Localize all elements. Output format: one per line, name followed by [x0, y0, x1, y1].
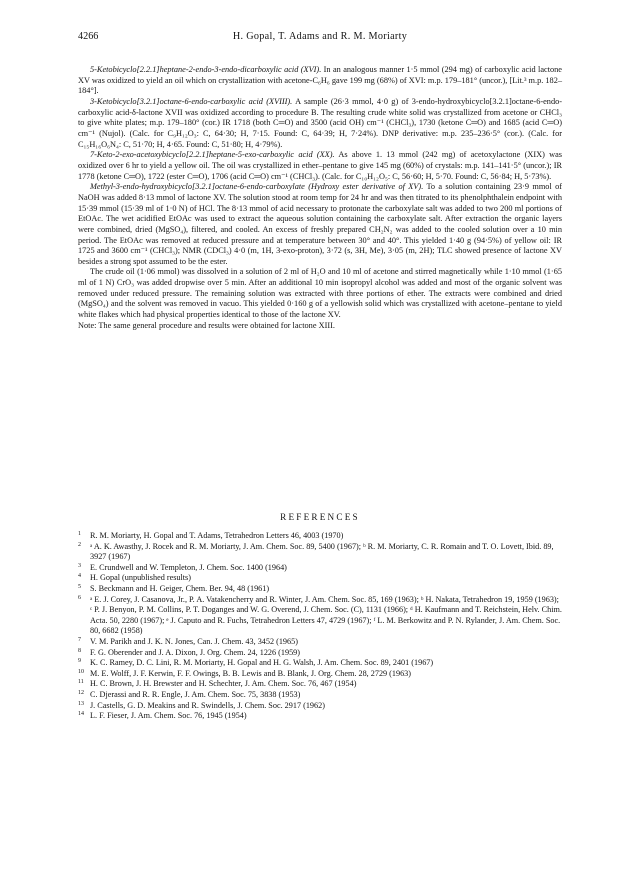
reference-item — [78, 658, 562, 669]
paragraph-text: In an analogous manner 1·5 mmol (294 mg) of carboxylic acid lactone XV was oxidized to yield an oil which on crystallization with acetone-C₆H₆ gave 199 mg (68%) of XVI: m.p. 179–181° (uncor.), [Lit.³ m.p. 182–184°]. — [78, 65, 562, 96]
compound-title: Methyl-3-endo-hydroxybicyclo[3.2.1]octane-6-endo-carboxylate (Hydroxy ester derivative of XV). — [90, 182, 424, 192]
reference-item — [78, 584, 562, 595]
experimental-text — [78, 65, 562, 331]
reference-text: S. Beckmann and H. Geiger, Chem. Ber. 94, 48 (1961) — [90, 583, 270, 593]
paragraph-text: A sample (26·3 mmol, 4·0 g) of 3-endo-hydroxybicyclo[3.2.1]octane-6-endo-carboxylic acid-δ-lactone XVII was oxidized according to procedure B. The resulting crude white solid was crystallized from acetone or CHCl₃ to give white plates; m.p. 179–180° (cor.) IR 1718 (both C═O) and 3500 (acid OH) cm⁻¹ (CHCl₃), 1730 (ketone C═O) and 1685 (acid C═O) cm⁻¹ (Nujol). (Calc. for C₉H₁₂O₃: C, 64·30; H, 7·15. Found: C, 64·39; H, 7·24%). DNP derivative: m.p. 235–236·5° (cor.). (Calc. for C₁₅H₁₆O₆N₄: C, 51·70; H, 4·65. Found: C, 51·80; H, 4·79%). — [78, 96, 562, 149]
references-heading: REFERENCES — [280, 512, 360, 522]
page-header — [78, 31, 562, 47]
paragraph-hydroxy-ester — [78, 182, 562, 267]
compound-title: 3-Ketobicyclo[3.2.1]octane-6-endo-carboxylic acid (XVIII). — [90, 96, 293, 106]
reference-item — [78, 690, 562, 701]
page-number: 4266 — [78, 31, 99, 42]
reference-item — [78, 573, 562, 584]
reference-number: 14 — [78, 711, 84, 718]
reference-item — [78, 679, 562, 690]
paragraph-text: As above 1. 13 mmol (242 mg) of acetoxylactone (XIX) was oxidized over 6 hr to yield a yellow oil. The oil was crystallized in ether–pentane to give 145 mg (60%) of crystals: m.p. 141–141·5° (uncor.); IR 1778 (ketone C═O), 1722 (ester C═O), 1706 (acid C═O) cm⁻¹ (CHCl₃). (Calc. for C₁₀H₁₂O₅: C, 56·60; H, 5·70. Found: C, 56·84; H, 5·73%). — [78, 150, 562, 181]
reference-text: ᵃ E. J. Corey, J. Casanova, Jr., P. A. Vatakencherry and R. Winter, J. Am. Chem. Soc. 85, 169 (1963); ᵇ H. Nakata, Tetrahedron 19, 1959 (1963); ᶜ P. J. Benyon, P. M. Collins, P. T. Doganges and W. G. Overend, J. Chem. Soc. (C), 1131 (1966); ᵈ H. Kaufmann and T. Reichstein, Helv. Chim. Acta. 50, 2280 (1967); ᵉ J. Caputo and R. Fuchs, Tetrahedron Letters 47, 4729 (1967); ᶠ L. M. Berkowitz and P. N. Rylander, J. Am. Chem. Soc. 80, 6682 (1958) — [90, 594, 562, 636]
compound-title: 7-Keto-2-exo-acetoxybicyclo[2.2.1]heptane-5-exo-carboxylic acid (XX). — [90, 150, 335, 160]
reference-text: F. G. Oberender and J. A. Dixon, J. Org. Chem. 24, 1226 (1959) — [90, 647, 300, 657]
running-title: H. Gopal, T. Adams and R. M. Moriarty — [232, 31, 408, 42]
reference-number: 10 — [78, 668, 84, 675]
reference-number: 11 — [78, 679, 84, 686]
reference-text: R. M. Moriarty, H. Gopal and T. Adams, Tetrahedron Letters 46, 4003 (1970) — [90, 531, 344, 540]
reference-item — [78, 542, 562, 563]
reference-number: 3 — [78, 562, 81, 569]
paragraph-text: To a solution containing 23·9 mmol of NaOH was added 8·13 mmol of lactone XV. The solution stood at room temp for 24 hr and was then titrated to its phenolphthalein endpoint with 15·39 mmol (15·39 ml of 1·0 N) of HCl. The 8·13 mmol of acid necessary to protonate the carboxylate salt was added to two 200 ml portions of EtOAc. The wet acidified EtOAc was used to extract the aqueous solution containing the carboxylate salt. After extraction the organic layers were combined, dried (MgSO₄), filtered, and cooled. An excess of freshly prepared CH₂N₂ was added to the cooled solution over a 10 min period. The EtOAc was removed at reduced pressure and at temperature between 30° and 40°. This yielded 1·40 g (94·5%) of yellow oil: IR 1725 and 3600 cm⁻¹ (CHCl₃); NMR (CDCl₃) 4·0 (m, 1H, 3-exo-proton), 3·72 (s, 3H, Me), 3·05 (m, 2H); TLC showed presence of lactone XV besides a strong spot assumed to be the ester. — [78, 182, 562, 266]
paragraph-compound-xviii — [78, 97, 562, 150]
paragraph-note — [78, 321, 562, 332]
paragraph-compound-xvi — [78, 65, 562, 97]
reference-item — [78, 563, 562, 574]
reference-text: L. F. Fieser, J. Am. Chem. Soc. 76, 1945 (1954) — [90, 711, 247, 721]
reference-item — [78, 648, 562, 659]
reference-text: C. Djerassi and R. R. Engle, J. Am. Chem. Soc. 75, 3838 (1953) — [90, 689, 301, 699]
reference-number: 12 — [78, 689, 84, 696]
reference-number: 7 — [78, 636, 81, 643]
references-list — [78, 531, 562, 722]
reference-number: 2 — [78, 541, 81, 548]
reference-item — [78, 669, 562, 680]
reference-text: M. E. Wolff, J. F. Kerwin, F. F. Owings, B. B. Lewis and B. Blank, J. Org. Chem. 28, 2729 (1963) — [90, 668, 412, 678]
reference-text: H. C. Brown, J. H. Brewster and H. Schechter, J. Am. Chem. Soc. 76, 467 (1954) — [90, 679, 357, 689]
reference-text: J. Castells, G. D. Meakins and R. Swindells, J. Chem. Soc. 2917 (1962) — [90, 700, 325, 710]
reference-item — [78, 711, 562, 722]
reference-text: H. Gopal (unpublished results) — [90, 573, 191, 583]
compound-title: 5-Ketobicyclo[2.2.1]heptane-2-endo-3-endo-dicarboxylic acid (XVI). — [90, 65, 322, 74]
reference-item — [78, 595, 562, 637]
paragraph-compound-xx — [78, 150, 562, 182]
reference-number: 1 — [78, 531, 81, 537]
reference-item — [78, 637, 562, 648]
reference-number: 9 — [78, 658, 81, 665]
reference-number: 8 — [78, 647, 81, 654]
reference-item — [78, 701, 562, 712]
reference-text: E. Crundwell and W. Templeton, J. Chem. Soc. 1400 (1964) — [90, 562, 287, 572]
reference-number: 4 — [78, 573, 81, 580]
reference-item — [78, 531, 562, 542]
reference-text: ᵃ A. K. Awasthy, J. Rocek and R. M. Moriarty, J. Am. Chem. Soc. 89, 5400 (1967); ᵇ R. M. Moriarty, C. R. Romain and T. O. Lovett, Ibid. 89, 3927 (1967) — [90, 541, 554, 562]
reference-number: 13 — [78, 700, 84, 707]
reference-number: 5 — [78, 583, 81, 590]
paragraph-crude-oil — [78, 267, 562, 320]
reference-text: V. M. Parikh and J. K. N. Jones, Can. J. Chem. 43, 3452 (1965) — [90, 636, 298, 646]
paragraph-text: The crude oil (1·06 mmol) was dissolved in a solution of 2 ml of H₂O and 10 ml of acetone and stirred magnetically while 1·10 mmol (1·65 ml of 1 N) CrO₃ was added dropwise over 5 min. After an additional 10 min isopropyl alcohol was added and most of the organic solvent was removed under reduced pressure. The remaining solution was extracted with three portions of ether. The extracts were combined and dried (MgSO₄) and the solvent was removed in vacuo. This yielded 0·160 g of a yellowish solid which was crystallized with acetone–pentane to yield white flakes which had physical properties identical to those of the lactone XV. — [78, 267, 562, 320]
paragraph-text: Note: The same general procedure and results were obtained for lactone XIII. — [78, 320, 335, 330]
reference-number: 6 — [78, 594, 81, 601]
reference-text: K. C. Ramey, D. C. Lini, R. M. Moriarty, H. Gopal and H. G. Walsh, J. Am. Chem. Soc. 89, 2401 (1967) — [90, 658, 434, 668]
